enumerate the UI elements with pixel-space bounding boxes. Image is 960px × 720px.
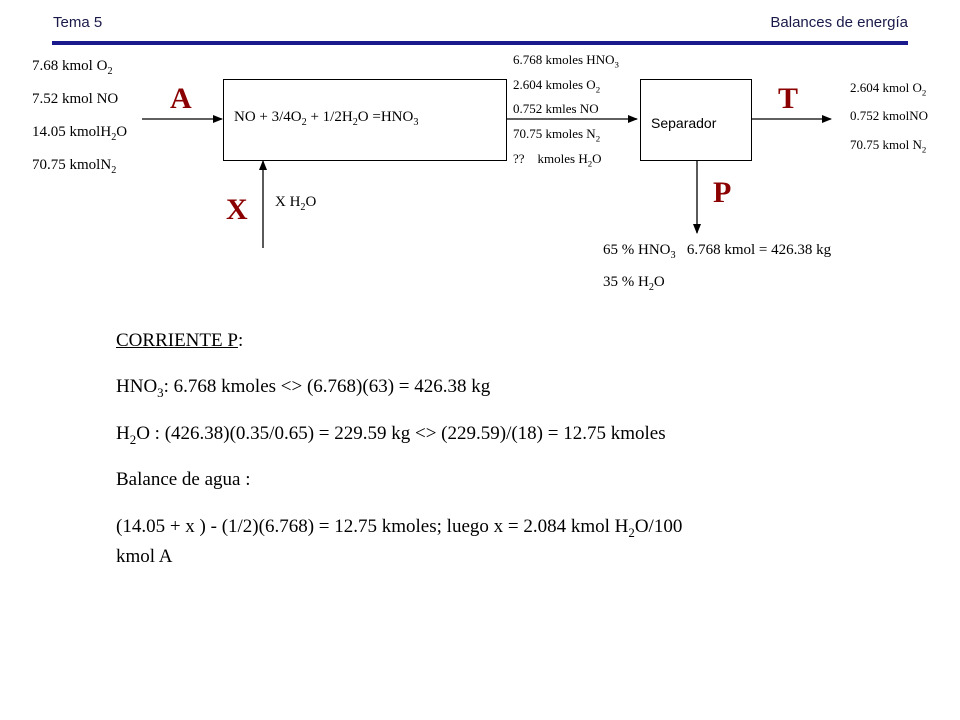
stream-p-hno3: 65 % $HNO_3$ 6.768 kmol = 426.38 kg [603,242,832,261]
reactor-box [223,79,507,161]
header-right: Balances de energía [770,14,908,31]
separator-label: Separador [651,115,717,131]
mid-stream-o2: 2.604 kmoles $O_2$ [513,77,601,95]
stream-t-n2: 70.75 kmol $N_2$ [850,137,927,155]
stream-a-line-n2: 70.75 kmolN$_2$ [32,157,117,176]
calc-line-equation: (14.05 + x ) - (1/2)(6.768) = 12.75 kmoles; luego x = 2.084 kmol $H_2O/100$ [116,516,683,540]
calc-line-hno3: $HNO_3$: 6.768 kmoles <> (6.768)(63) = 426.38 kg [116,376,491,400]
calc-heading: CORRIENTE P: [116,330,244,351]
calc-line-water-balance: Balance de agua : [116,469,251,490]
calc-line-unit: kmol A [116,546,173,567]
stream-a-line-o2: 7.68 kmol $O_2$ [32,58,113,77]
header-left: Tema 5 [53,14,103,31]
stream-x-label: X $H_2O$ [275,194,317,213]
stream-p-h2o: 35 % $H_2O$ [603,274,665,293]
calc-line-h2o: $H_2O$ : (426.38)(0.35/0.65) = 229.59 kg <> (229.59)/(18) = 12.75 kmoles [116,423,666,447]
stream-t-letter: T [778,82,799,115]
stream-t-o2: 2.604 kmol $O_2$ [850,80,927,98]
stream-t-no: 0.752 kmolNO [850,108,928,123]
separator-box [640,79,752,161]
mid-stream-h2o: ?? kmoles $H_2O$ [513,151,602,169]
stream-a-line-h2o: 14.05 kmolH$_2$O [32,124,128,143]
mid-stream-no: 0.752 kmles NO [513,101,599,116]
stream-a-letter: A [170,82,192,115]
stream-a-line-no: 7.52 kmol NO [32,91,119,107]
mid-stream-hno3: 6.768 kmoles $HNO_3$ [513,52,619,70]
stream-p-letter: P [713,176,732,209]
reactor-equation: NO + $3/4O_2 + 1/2H_2O =HNO_3$ [234,109,419,128]
stream-x-letter: X [226,193,248,226]
mid-stream-n2: 70.75 kmoles $N_2$ [513,126,601,144]
